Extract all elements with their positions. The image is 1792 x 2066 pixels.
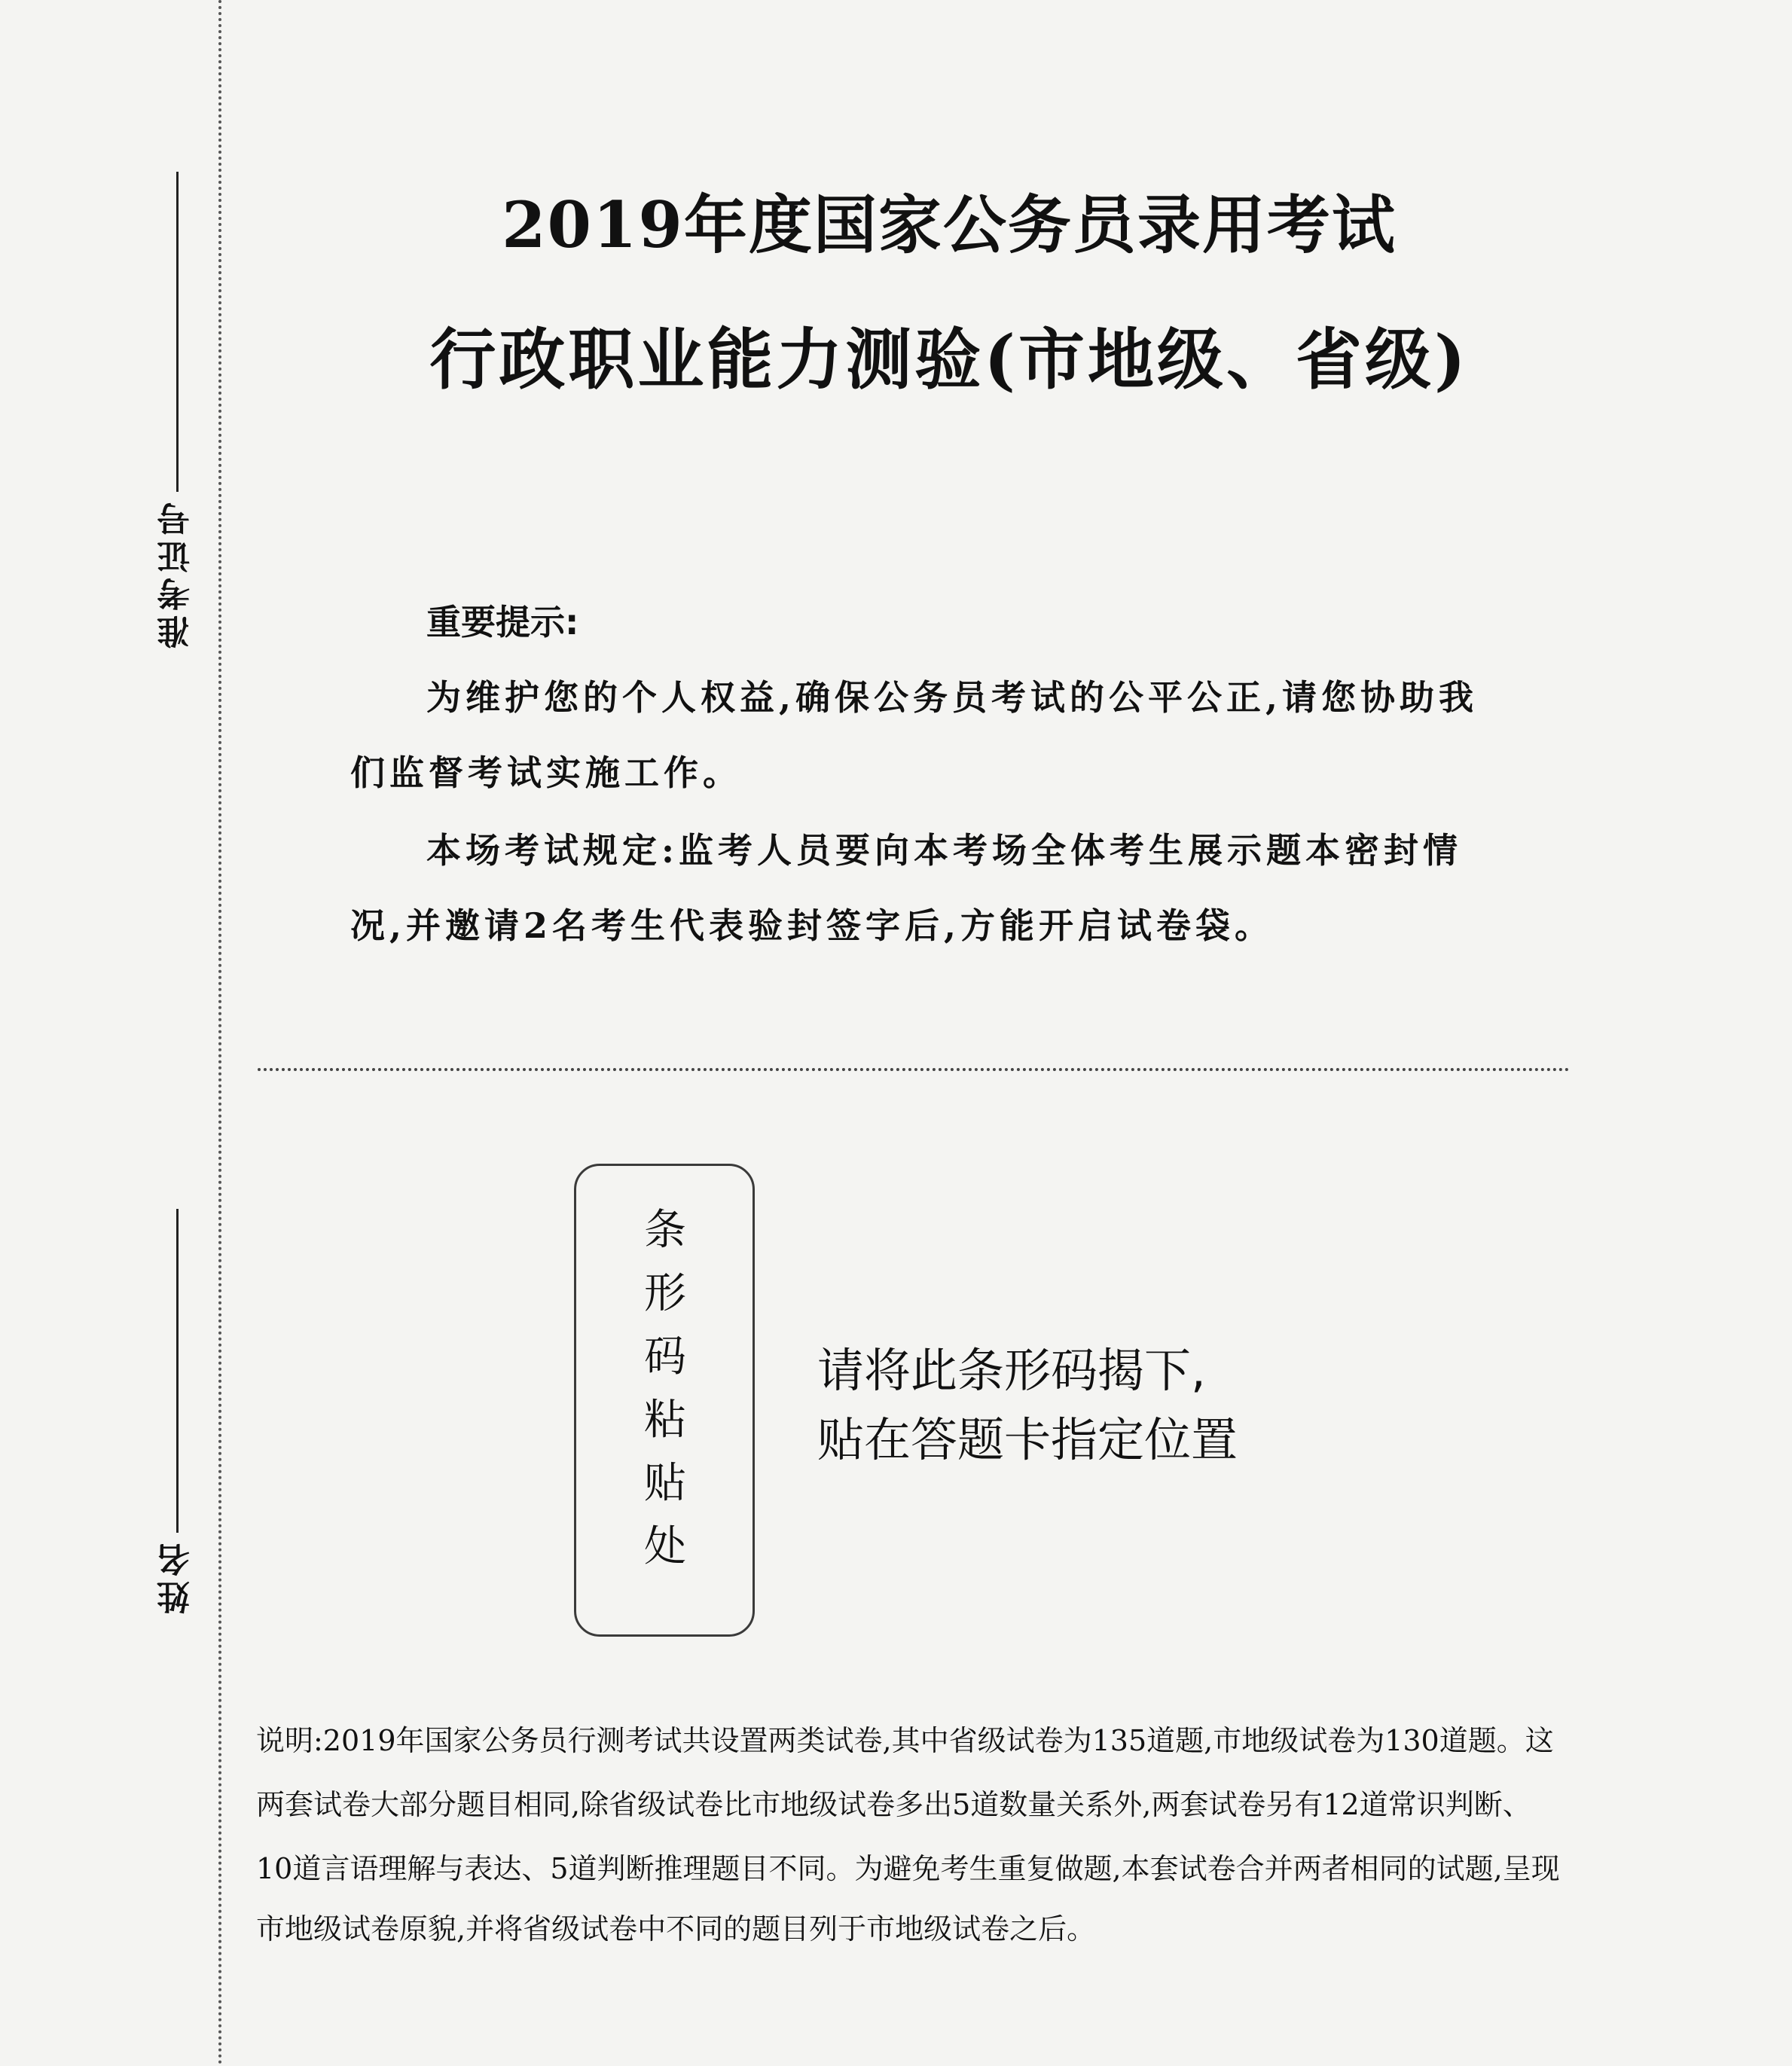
name-label: 姓名 <box>157 1539 196 1614</box>
notice-paragraph-2-line-1: 本场考试规定:监考人员要向本考场全体考生展示题本密封情 <box>426 830 1462 871</box>
notice-paragraph-2-line-2: 况,并邀请2名考生代表验封签字后,方能开启试卷袋。 <box>350 905 1275 946</box>
notice-paragraph-1-line-2: 们监督考试实施工作。 <box>350 752 742 793</box>
binding-dotted-line <box>218 0 221 2066</box>
page-title-line-2: 行政职业能力测验(市地级、省级) <box>429 320 1469 398</box>
exam-id-label: 准考证号 <box>157 498 196 648</box>
explanation-line-2: 两套试卷大部分题目相同,除省级试卷比市地级试卷多出5道数量关系外,两套试卷另有12道常识判断、 <box>256 1788 1531 1821</box>
name-write-line <box>176 1209 179 1533</box>
name-field[interactable] <box>151 1209 203 1614</box>
barcode-area-label <box>644 1206 686 1571</box>
barcode-label-char: 贴 <box>644 1459 686 1508</box>
barcode-label-char: 处 <box>644 1522 686 1571</box>
barcode-label-char: 条 <box>644 1206 686 1255</box>
exam-id-write-line <box>176 172 179 492</box>
barcode-instruction-line-2: 贴在答题卡指定位置 <box>817 1412 1238 1467</box>
barcode-label-char: 粘 <box>644 1396 686 1445</box>
exam-id-field[interactable] <box>151 172 203 648</box>
barcode-instruction-line-1: 请将此条形码揭下, <box>817 1343 1206 1398</box>
page-title-line-1: 2019年度国家公务员录用考试 <box>502 188 1397 262</box>
barcode-label-char: 码 <box>644 1332 686 1381</box>
explanation-line-4: 市地级试卷原貌,并将省级试卷中不同的题目列于市地级试卷之后。 <box>256 1912 1096 1945</box>
barcode-label-char: 形 <box>644 1269 686 1318</box>
cut-dotted-line <box>258 1068 1570 1071</box>
explanation-line-3: 10道言语理解与表达、5道判断推理题目不同。为避免考生重复做题,本套试卷合并两者相同的试题,呈现 <box>256 1852 1560 1885</box>
notice-paragraph-1-line-1: 为维护您的个人权益,确保公务员考试的公平公正,请您协助我 <box>426 677 1479 718</box>
notice-heading: 重要提示: <box>426 602 579 642</box>
explanation-line-1: 说明:2019年国家公务员行测考试共设置两类试卷,其中省级试卷为135道题,市地级试卷为130道题。这 <box>256 1724 1554 1757</box>
